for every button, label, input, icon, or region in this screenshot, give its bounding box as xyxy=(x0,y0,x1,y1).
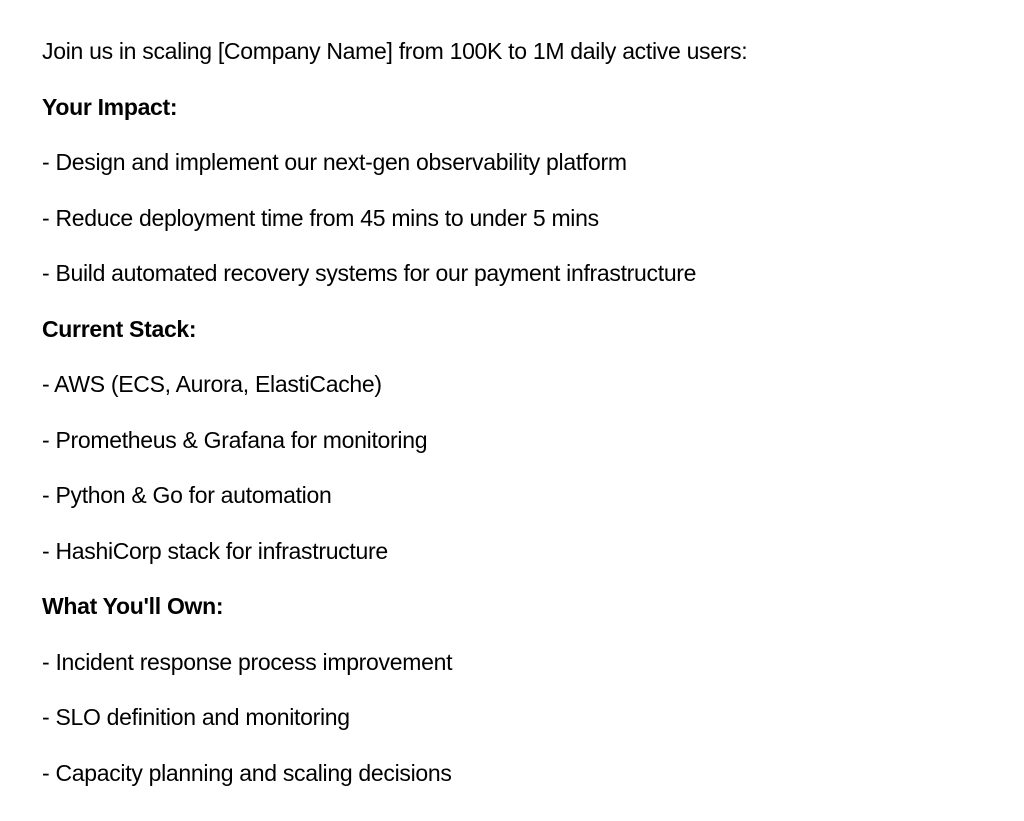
bullet-item: - HashiCorp stack for infrastructure xyxy=(42,537,388,564)
bullet-item: - Incident response process improvement xyxy=(42,648,453,675)
section-heading-your-impact: Your Impact: xyxy=(42,93,178,120)
bullet-item: - Python & Go for automation xyxy=(42,482,332,508)
bullet-item: - Capacity planning and scaling decisions xyxy=(42,759,452,786)
bullet-item: - SLO definition and monitoring xyxy=(42,704,350,730)
section-heading-what-youll-own: What You'll Own: xyxy=(42,593,224,619)
bullet-item: - AWS (ECS, Aurora, ElastiCache) xyxy=(42,371,382,397)
intro-line: Join us in scaling [Company Name] from 100K to 1M daily active users: xyxy=(42,38,748,64)
section-heading-current-stack: Current Stack: xyxy=(42,315,197,342)
bullet-item: - Design and implement our next-gen observability platform xyxy=(42,149,627,175)
bullet-item: - Prometheus & Grafana for monitoring xyxy=(42,426,428,453)
bullet-item: - Build automated recovery systems for our payment infrastructure xyxy=(42,260,697,286)
bullet-item: - Reduce deployment time from 45 mins to under 5 mins xyxy=(42,204,599,231)
